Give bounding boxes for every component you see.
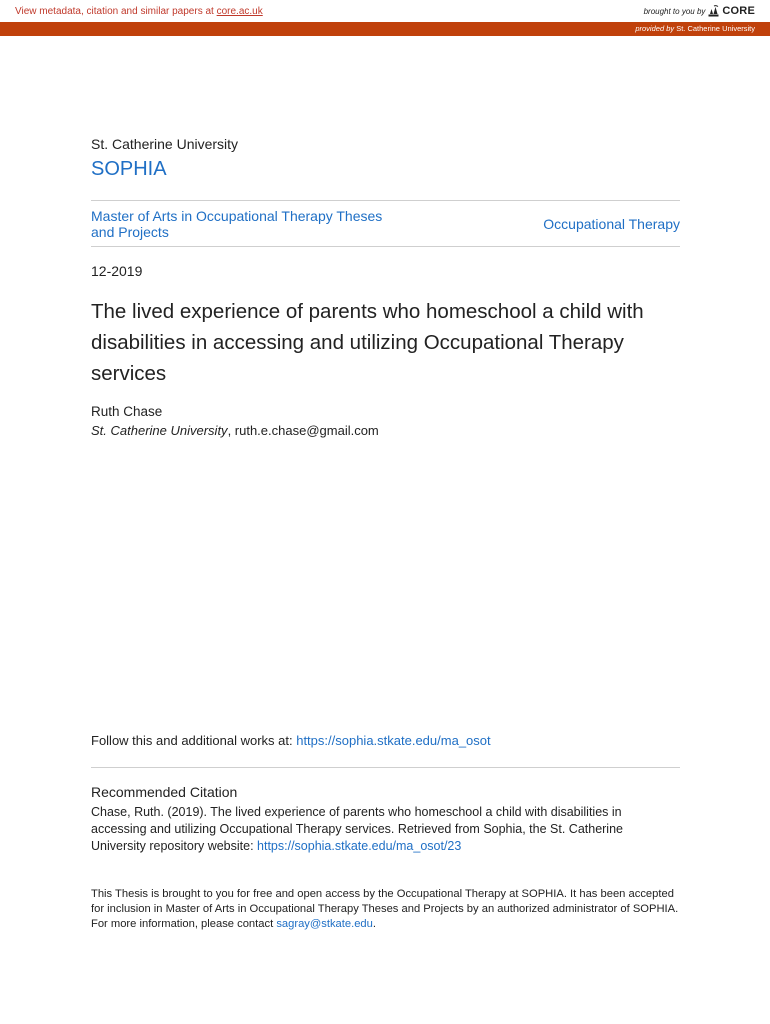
core-brand[interactable] — [644, 5, 755, 17]
divider — [91, 767, 680, 768]
institution-name: St. Catherine University — [91, 136, 239, 152]
publication-date: 12-2019 — [91, 263, 143, 279]
citation-text — [91, 804, 680, 855]
access-note-body: This Thesis is brought to you for free and open access by the Occupational Therapy at SOPHIA. It has been accepted for inclusion in Master of Arts in Occupational Therapy Theses and Projects by an authorized administrator of SOPHIA. For more information, please contact — [91, 888, 679, 930]
citation-heading: Recommended Citation — [91, 784, 238, 800]
core-metadata-link[interactable] — [15, 6, 263, 17]
author-affiliation — [91, 423, 680, 438]
author-email: , ruth.e.chase@gmail.com — [227, 423, 379, 438]
department-link[interactable]: Occupational Therapy — [543, 216, 680, 232]
paper-title: The lived experience of parents who homeschool a child with disabilities in accessing and utilizing Occupational Therapy services — [91, 300, 644, 385]
provided-by-text[interactable] — [635, 24, 755, 33]
core-banner — [0, 0, 770, 22]
repository-name[interactable]: SOPHIA — [91, 158, 167, 180]
contact-email-link[interactable]: sagray@stkate.edu — [276, 918, 373, 930]
core-metadata-prefix: View metadata, citation and similar papers at — [15, 6, 217, 17]
provided-by-label: provided by — [635, 24, 675, 33]
collection-link[interactable]: Master of Arts in Occupational Therapy Theses and Projects — [91, 208, 383, 240]
provided-by-source: St. Catherine University — [674, 24, 755, 33]
access-note — [91, 887, 680, 932]
citation-url-link[interactable]: https://sophia.stkate.edu/ma_osot/23 — [257, 839, 462, 853]
core-name: CORE — [722, 5, 755, 17]
author-name: Ruth Chase — [91, 404, 163, 419]
core-ac-uk-link[interactable]: core.ac.uk — [216, 6, 263, 17]
access-note-end: . — [372, 918, 376, 930]
affiliation-name: St. Catherine University — [91, 423, 228, 438]
core-provider-bar — [0, 22, 770, 36]
follow-label: Follow this and additional works at: — [91, 733, 297, 748]
core-logo-icon — [708, 5, 719, 17]
citation-body: Chase, Ruth. (2019). The lived experience of parents who homeschool a child with disabilities in accessing and utilizing Occupational Therapy services. Retrieved from Sophia, the St. Catherine University repository website: — [91, 805, 623, 853]
collection-url-link[interactable]: https://sophia.stkate.edu/ma_osot — [296, 733, 491, 748]
follow-line — [91, 733, 680, 748]
divider — [91, 246, 680, 247]
brought-to-you-label: brought to you by — [643, 6, 706, 16]
divider — [91, 200, 680, 201]
